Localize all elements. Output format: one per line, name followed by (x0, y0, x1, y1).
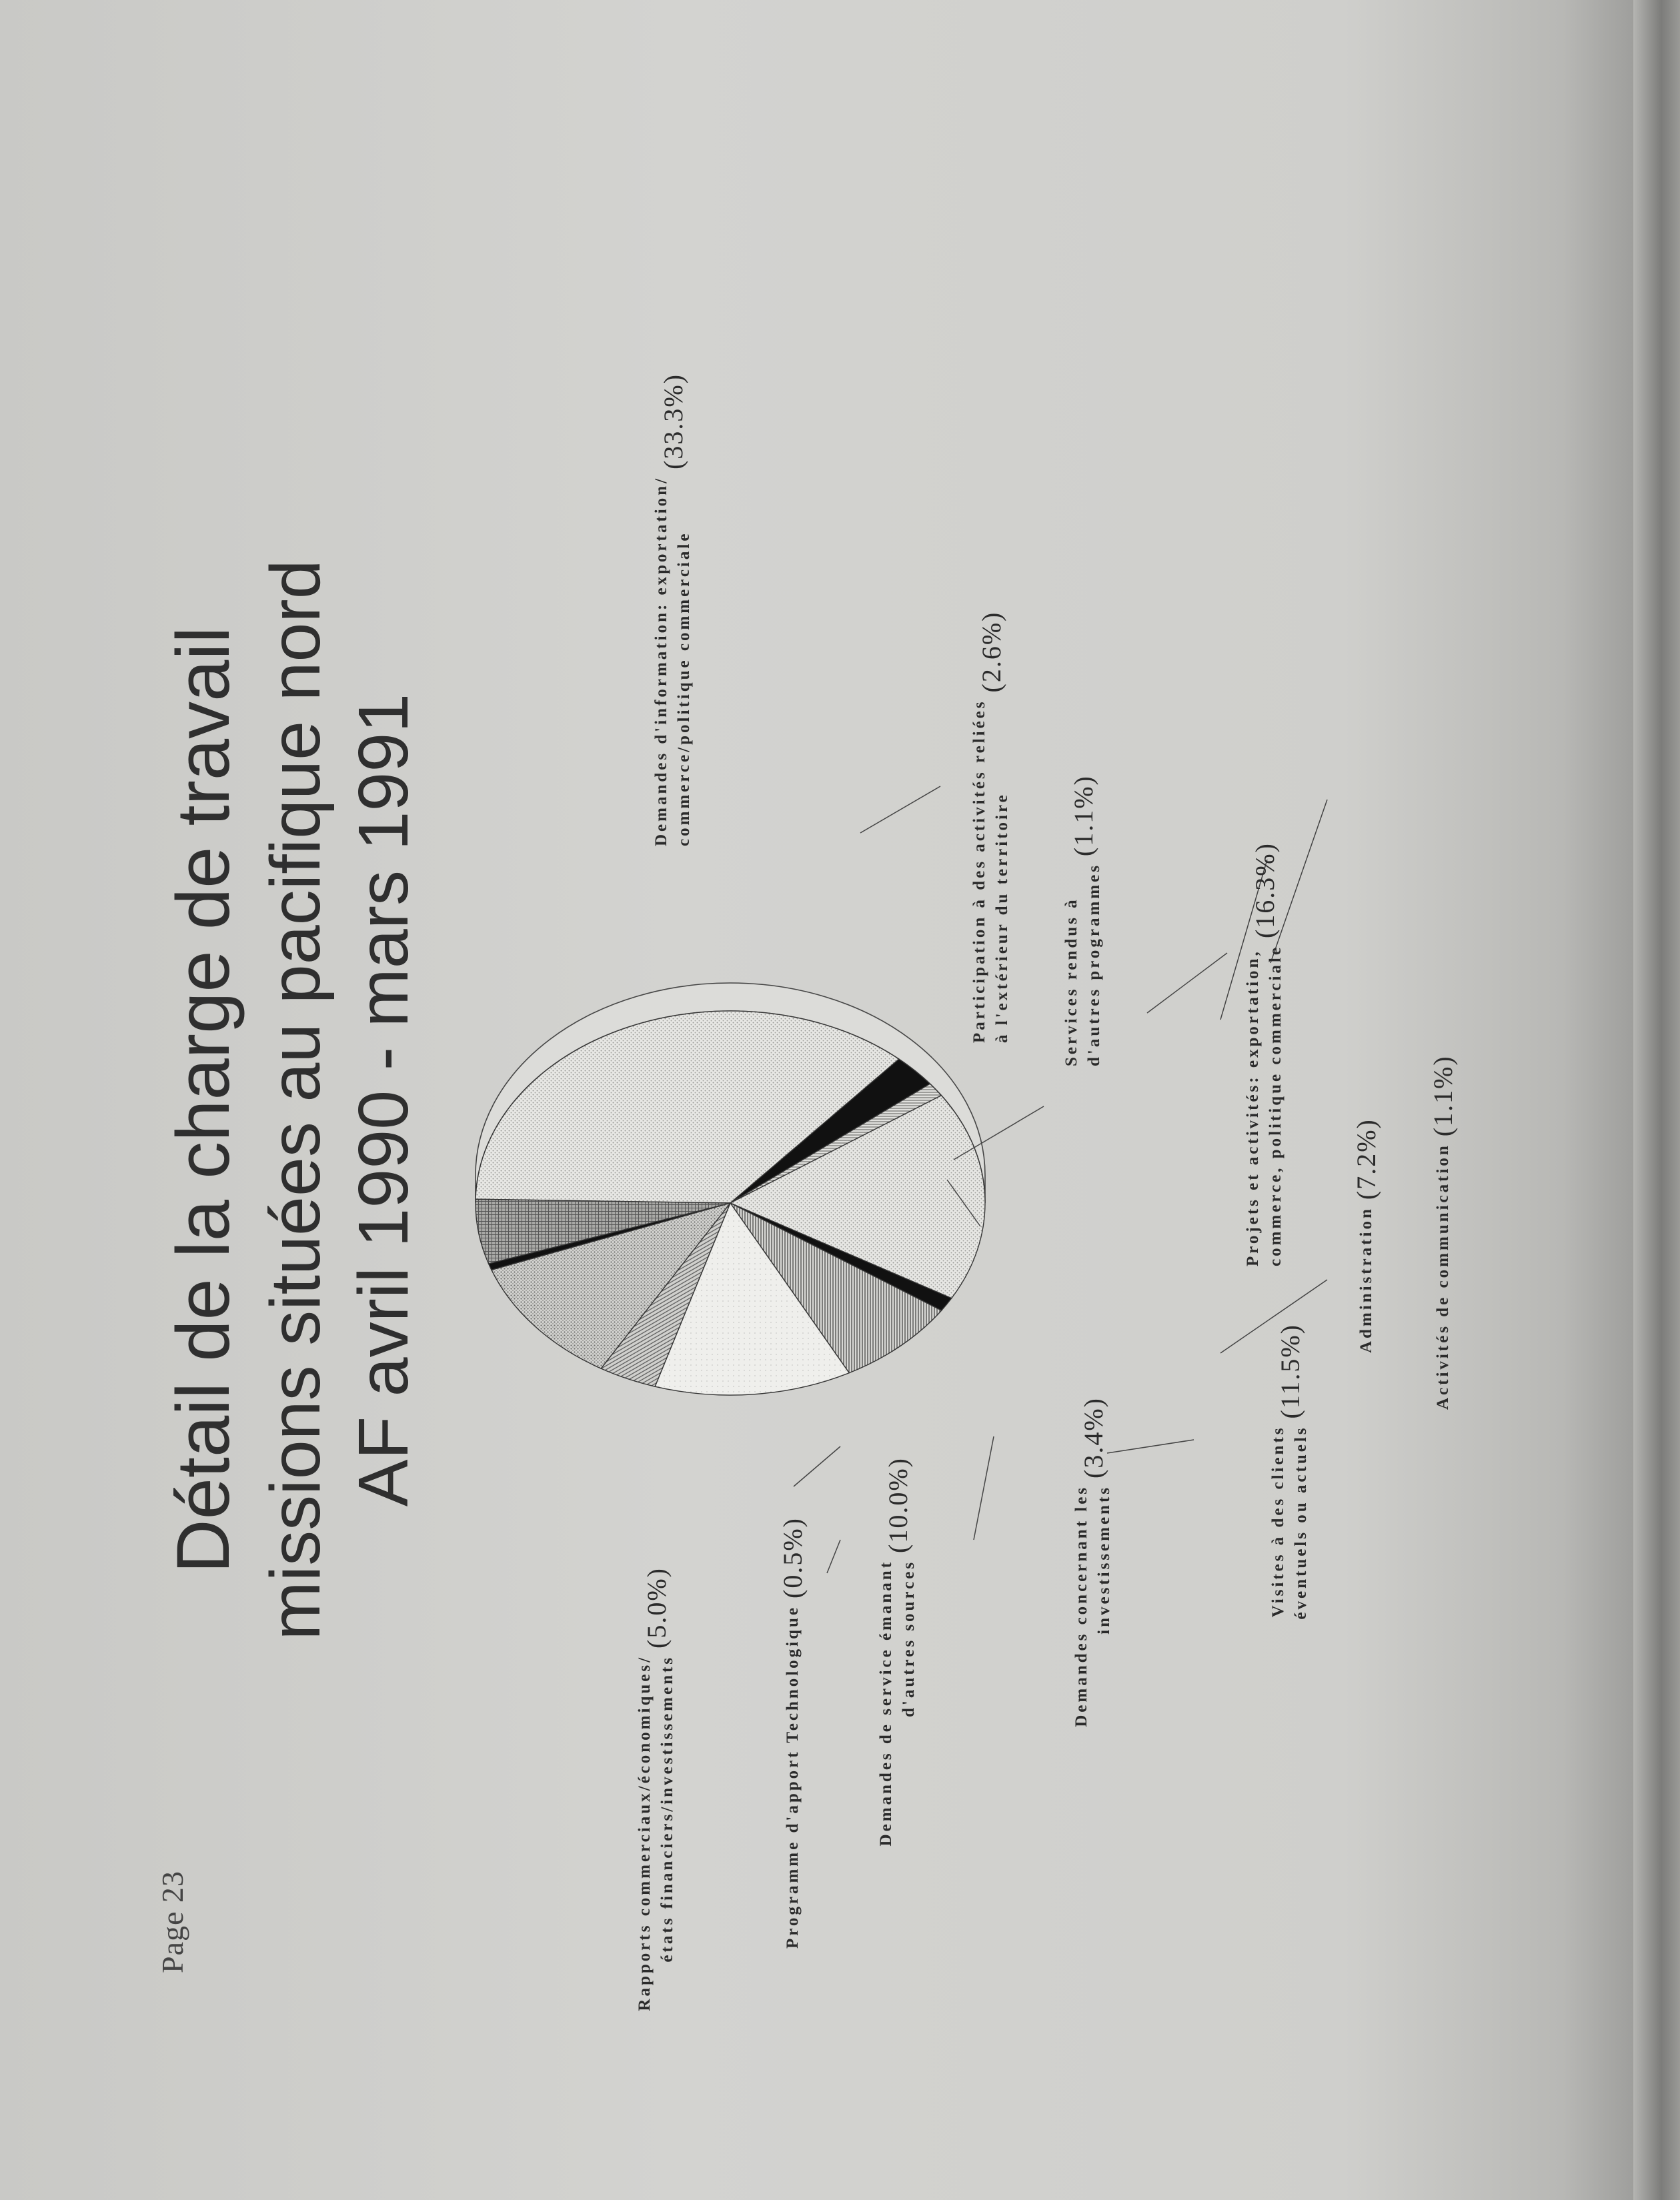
label-rapports-commerciaux: Rapports commerciaux/économiques/ états financiers/investissements(5.0%) (636, 1567, 676, 2011)
label-programme-apport-technologique: Programme d'apport Technologique(0.5%) (778, 1517, 808, 1949)
label-administration: Administration(7.2%) (1351, 1118, 1381, 1353)
chart-title-line-2: missions situées au pacifique nord (256, 560, 335, 1640)
label-services-rendus: Services rendus à d'autres programmes(1.1%) (1062, 775, 1103, 1066)
page-number: Page 23 (155, 1871, 189, 1973)
label-activites-communication: Activités de communication(1.1%) (1428, 1055, 1458, 1410)
chart-title-line-3: AF avril 1990 - mars 1991 (344, 693, 423, 1507)
label-visites-clients: Visites à des clients éventuels ou actuels(11.5%) (1269, 1324, 1310, 1620)
pie-slices (476, 1011, 985, 1395)
label-demandes-investissements: Demandes concernant les investissements(3.4%) (1072, 1397, 1113, 1727)
leader-line-10 (794, 1446, 840, 1486)
leader-line-7 (1107, 1440, 1194, 1453)
label-projets-activites: Projets et activités: exportation, commerce, politique commerciale(16.3%) (1244, 842, 1285, 1266)
chart-title-line-1: Détail de la charge de travail (161, 626, 245, 1574)
label-demandes-information: Demandes d'information: exportation/ commerce/politique commerciale(33.3%) (652, 373, 693, 846)
leader-line-9 (827, 1540, 840, 1573)
leader-line-0 (860, 786, 940, 833)
leader-line-8 (974, 1436, 994, 1540)
label-demandes-autres-sources: Demandes de service émanant d'autres sources(10.0%) (877, 1457, 918, 1847)
label-participation-activites: Participation à des activités reliées à l'extérieur du territoire(2.6%) (970, 611, 1011, 1043)
leader-line-3 (1147, 953, 1227, 1013)
